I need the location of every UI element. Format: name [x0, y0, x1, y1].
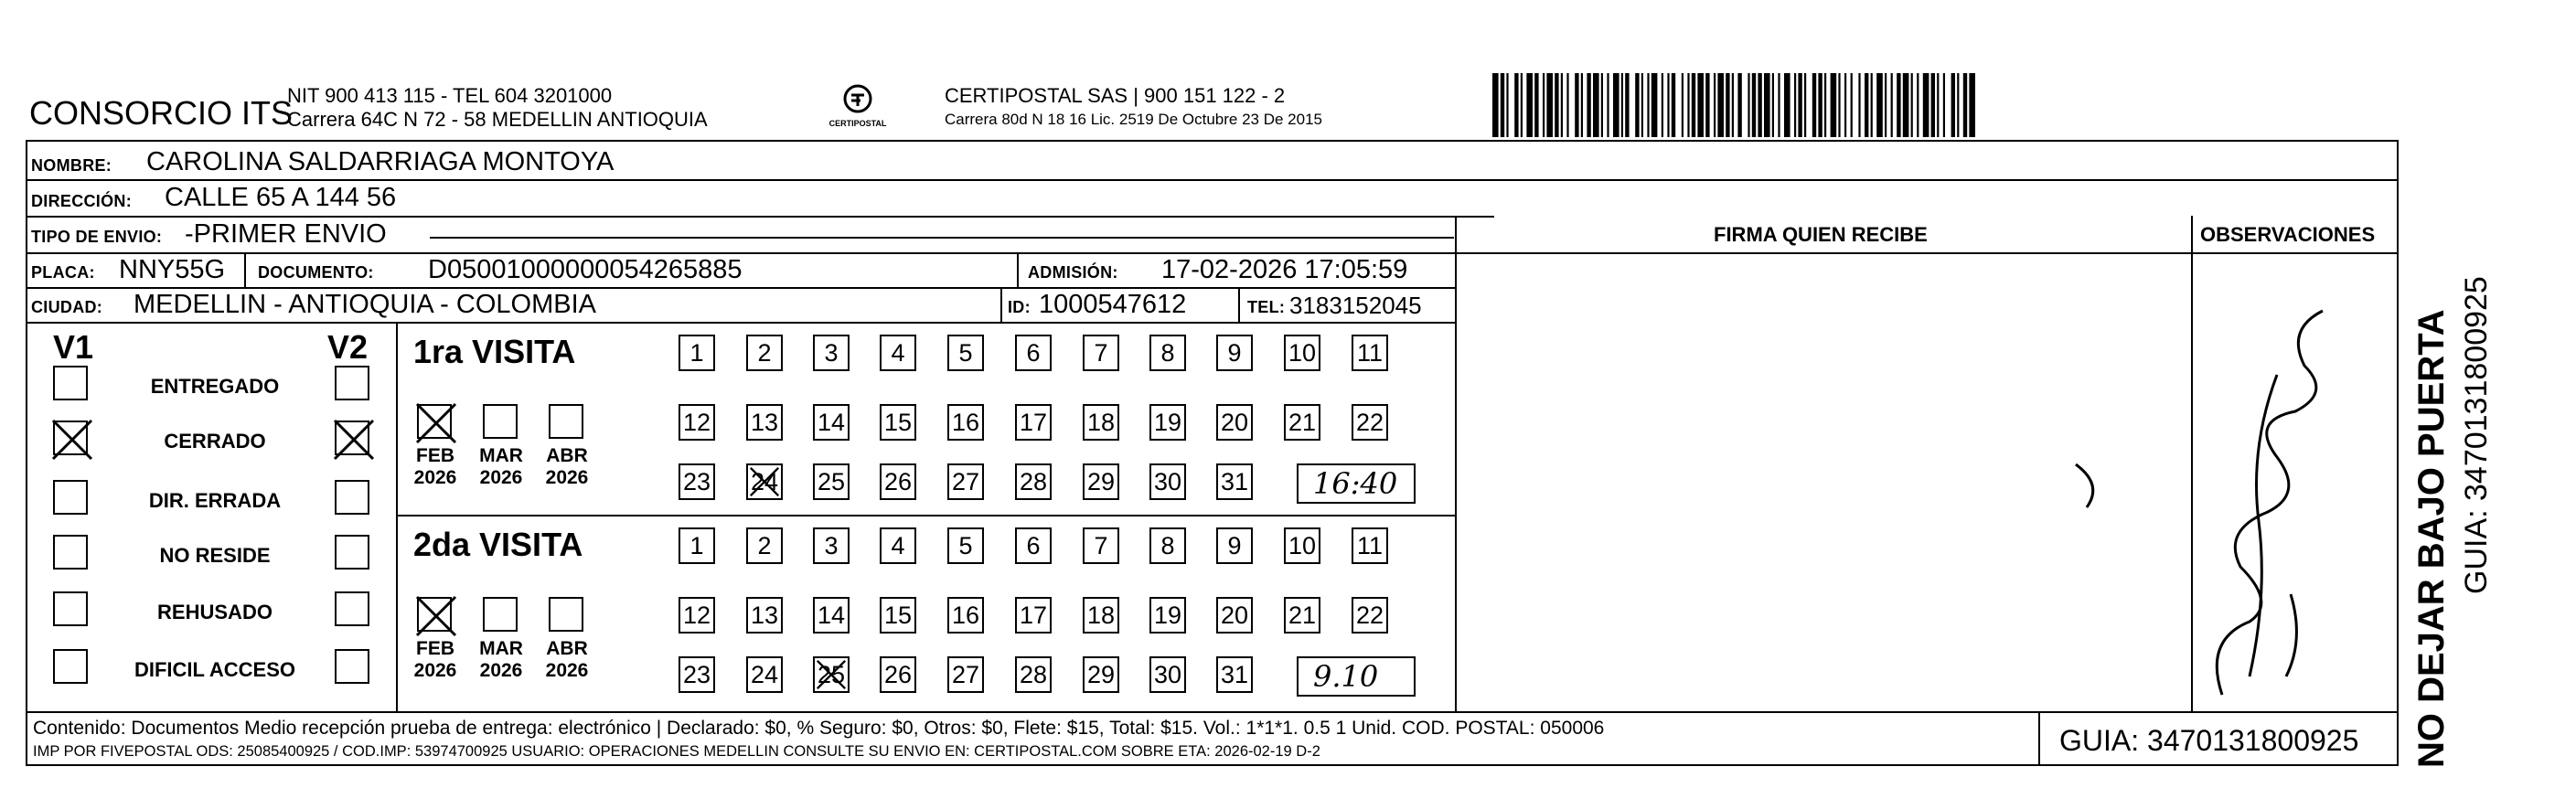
- barcode-bar: [1963, 73, 1967, 137]
- barcode-bar: [1501, 73, 1504, 137]
- month-year: 2026: [479, 467, 523, 489]
- barcode-bar: [1697, 73, 1704, 137]
- barcode-bar: [1818, 73, 1822, 137]
- no-dejar-bajo-puerta: NO DEJAR BAJO PUERTA: [2411, 309, 2452, 768]
- day-box[interactable]: [813, 527, 850, 564]
- day-box[interactable]: [1083, 404, 1119, 441]
- status-label: DIFICIL ACCESO: [134, 658, 295, 681]
- status-label: ENTREGADO: [150, 375, 280, 398]
- month-year: 2026: [479, 660, 523, 682]
- month-label: [408, 445, 463, 489]
- day-number: 13: [750, 601, 779, 629]
- status-label: DIR. ERRADA: [148, 489, 282, 512]
- placa-label: PLACA:: [31, 263, 95, 282]
- day-number: 8: [1160, 338, 1175, 367]
- day-box[interactable]: [1149, 404, 1186, 441]
- footer-line1: Contenido: Documentos Medio recepción prueba de entrega: electrónico | Declarado: $0, % Seguro: $0, Otros: $0, Flete: $15, Total: $15. Vol.: 1*1*1. 0.5 1 Unid. COD. POSTAL: 050006: [33, 718, 1605, 739]
- day-number: 2: [757, 531, 772, 559]
- barcode-bar: [1687, 73, 1689, 137]
- barcode-bar: [1705, 73, 1709, 137]
- day-number: 7: [1094, 338, 1108, 367]
- barcode-bar: [1943, 73, 1945, 137]
- day-box[interactable]: [1149, 597, 1186, 634]
- status-label: REHUSADO: [157, 601, 273, 623]
- day-box[interactable]: [1015, 597, 1052, 634]
- admision-value: 17-02-2026 17:05:59: [1161, 255, 1408, 284]
- barcode-bar: [1635, 73, 1639, 137]
- day-number: 15: [883, 601, 913, 629]
- day-number: 9: [1227, 338, 1242, 367]
- barcode-bar: [1871, 73, 1873, 137]
- day-box[interactable]: [1216, 335, 1253, 371]
- day-box[interactable]: [1015, 656, 1052, 693]
- day-box[interactable]: [813, 597, 850, 634]
- month-name: MAR: [479, 445, 523, 466]
- day-box[interactable]: [1149, 335, 1186, 371]
- visit-time: 16:40: [1313, 466, 1398, 501]
- day-box[interactable]: [947, 335, 984, 371]
- barcode-bar: [1514, 73, 1518, 137]
- day-box[interactable]: [880, 335, 916, 371]
- day-number: 4: [891, 531, 905, 559]
- day-number: 29: [1086, 467, 1116, 495]
- day-number: 20: [1220, 408, 1249, 436]
- barcode-bar: [1784, 73, 1790, 137]
- day-number: 21: [1288, 408, 1317, 436]
- barcode-bar: [1794, 73, 1796, 137]
- day-number: 3: [824, 338, 839, 367]
- day-number: 31: [1220, 660, 1249, 688]
- day-number: 7: [1094, 531, 1108, 559]
- month-checkbox[interactable]: [483, 404, 518, 439]
- barcode-bar: [1737, 73, 1741, 137]
- barcode-bar: [1951, 73, 1955, 137]
- day-box[interactable]: [813, 404, 850, 441]
- carrier-line1: CERTIPOSTAL SAS | 900 151 122 - 2: [945, 84, 1286, 107]
- day-box[interactable]: [813, 335, 850, 371]
- v2-checkbox[interactable]: [335, 535, 369, 570]
- day-number: 11: [1356, 338, 1384, 367]
- day-number: 14: [817, 601, 846, 629]
- v1-checkbox[interactable]: [53, 591, 88, 626]
- v2-checkbox[interactable]: [335, 480, 369, 515]
- day-box[interactable]: [1216, 527, 1253, 564]
- day-number: 10: [1288, 338, 1317, 367]
- day-number: 27: [951, 660, 980, 688]
- day-number: 6: [1026, 338, 1041, 367]
- day-box[interactable]: [1284, 597, 1320, 634]
- barcode-bar: [1534, 73, 1538, 137]
- v1-checkbox[interactable]: [53, 366, 88, 400]
- tipo-envio-label: TIPO DE ENVIO:: [31, 228, 163, 246]
- day-box[interactable]: [1352, 404, 1388, 441]
- day-number: 9: [1227, 531, 1242, 559]
- barcode-bar: [1526, 73, 1533, 137]
- day-number: 30: [1153, 660, 1182, 688]
- barcode-bar: [1923, 73, 1929, 137]
- day-number: 28: [1019, 660, 1048, 688]
- barcode-bar: [1546, 73, 1553, 137]
- day-box[interactable]: [1015, 404, 1052, 441]
- visit-time: 9.10: [1313, 659, 1379, 694]
- day-box[interactable]: [1352, 335, 1388, 371]
- barcode-bar: [1917, 73, 1919, 137]
- day-box[interactable]: [1284, 335, 1320, 371]
- signature-mark: [2067, 457, 2122, 512]
- v1-checkbox[interactable]: [53, 480, 88, 515]
- barcode-bar: [1613, 73, 1619, 137]
- company-info-line2: Carrera 64C N 72 - 58 MEDELLIN ANTIOQUIA: [287, 108, 708, 131]
- certipostal-logo-icon: [823, 82, 893, 133]
- day-number: 14: [817, 408, 846, 436]
- documento-label: DOCUMENTO:: [258, 263, 374, 282]
- day-box[interactable]: [1015, 527, 1052, 564]
- barcode-bar: [1726, 73, 1729, 137]
- month-name: ABR: [546, 445, 588, 466]
- day-box[interactable]: [1216, 597, 1253, 634]
- day-box[interactable]: [880, 597, 916, 634]
- day-number: 16: [951, 408, 980, 436]
- day-number: 18: [1086, 601, 1116, 629]
- company-info-line1: NIT 900 413 115 - TEL 604 3201000: [287, 84, 613, 107]
- month-checkbox[interactable]: [549, 404, 583, 439]
- day-box[interactable]: [1352, 597, 1388, 634]
- v1-header: V1: [53, 328, 94, 366]
- v2-checkbox[interactable]: [335, 591, 369, 626]
- day-box[interactable]: [1015, 463, 1052, 500]
- direccion-value: CALLE 65 A 144 56: [165, 183, 397, 212]
- month-name: FEB: [416, 638, 454, 659]
- day-number: 11: [1356, 531, 1384, 559]
- nombre-value: CAROLINA SALDARRIAGA MONTOYA: [146, 147, 615, 176]
- day-box[interactable]: [880, 463, 916, 500]
- day-number: 20: [1220, 601, 1249, 629]
- day-box[interactable]: [679, 335, 715, 371]
- day-box[interactable]: [746, 597, 783, 634]
- barcode-bar: [1506, 73, 1508, 137]
- day-number: 12: [682, 408, 711, 436]
- day-number: 28: [1019, 467, 1048, 495]
- barcode-bar: [1662, 73, 1663, 137]
- day-number: 1: [689, 338, 704, 367]
- direccion-label: DIRECCIÓN:: [31, 192, 132, 210]
- day-number: 25: [817, 660, 846, 688]
- day-number: 10: [1288, 531, 1317, 559]
- barcode-bar: [1838, 73, 1840, 137]
- month-checkbox[interactable]: [417, 404, 452, 439]
- observaciones-signature: [2195, 293, 2350, 704]
- day-number: 16: [951, 601, 980, 629]
- barcode-bar: [1778, 73, 1780, 137]
- id-value: 1000547612: [1039, 290, 1187, 319]
- barcode-bar: [1555, 73, 1558, 137]
- day-box[interactable]: [746, 335, 783, 371]
- day-box[interactable]: [947, 527, 984, 564]
- barcode-bar: [1752, 73, 1756, 137]
- barcode-bar: [1717, 73, 1724, 137]
- v1-checkbox[interactable]: [53, 649, 88, 684]
- month-label: [540, 445, 594, 489]
- day-box[interactable]: [1083, 463, 1119, 500]
- ciudad-label: CIUDAD:: [31, 298, 103, 316]
- day-box[interactable]: [679, 527, 715, 564]
- day-number: 21: [1288, 601, 1317, 629]
- day-box[interactable]: [746, 404, 783, 441]
- barcode-bar: [1957, 73, 1959, 137]
- day-box[interactable]: [1284, 404, 1320, 441]
- barcode-bar: [1865, 73, 1868, 137]
- barcode-bar: [1758, 73, 1761, 137]
- barcode: [1491, 73, 2222, 137]
- company-name: CONSORCIO ITS: [29, 94, 294, 132]
- day-number: 19: [1153, 408, 1182, 436]
- day-box[interactable]: [746, 463, 783, 500]
- day-number: 26: [883, 660, 913, 688]
- day-number: 24: [750, 660, 779, 688]
- month-year: 2026: [413, 660, 457, 682]
- barcode-bar: [1937, 73, 1939, 137]
- day-box[interactable]: [1083, 656, 1119, 693]
- month-year: 2026: [413, 467, 457, 489]
- barcode-bar: [1566, 73, 1568, 137]
- month-label: [474, 445, 529, 489]
- barcode-bar: [1587, 73, 1590, 137]
- day-box[interactable]: [679, 404, 715, 441]
- barcode-bar: [1812, 73, 1816, 137]
- v2-checkbox[interactable]: [335, 366, 369, 400]
- tipo-envio-value: -PRIMER ENVIO: [185, 219, 387, 249]
- day-box[interactable]: [813, 656, 850, 693]
- day-box[interactable]: [880, 527, 916, 564]
- day-box[interactable]: [1216, 404, 1253, 441]
- day-box[interactable]: [947, 656, 984, 693]
- barcode-bar: [1851, 73, 1853, 137]
- v1-checkbox[interactable]: [53, 421, 88, 455]
- barcode-bar: [1561, 73, 1563, 137]
- day-box[interactable]: [1284, 527, 1320, 564]
- day-box[interactable]: [880, 656, 916, 693]
- admision-label: ADMISIÓN:: [1028, 263, 1118, 282]
- day-box[interactable]: [1216, 656, 1253, 693]
- barcode-bar: [1692, 73, 1695, 137]
- day-number: 2: [757, 338, 772, 367]
- day-box[interactable]: [1149, 527, 1186, 564]
- day-box[interactable]: [1083, 527, 1119, 564]
- month-year: 2026: [545, 660, 589, 682]
- nombre-label: NOMBRE:: [31, 156, 112, 175]
- placa-value: NNY55G: [119, 255, 226, 284]
- month-name: FEB: [416, 445, 454, 466]
- month-name: MAR: [479, 638, 523, 659]
- day-box[interactable]: [679, 463, 715, 500]
- day-number: 27: [951, 467, 980, 495]
- day-box[interactable]: [1149, 463, 1186, 500]
- month-label: [474, 638, 529, 682]
- barcode-bar: [1911, 73, 1913, 137]
- barcode-bar: [1897, 73, 1900, 137]
- day-number: 18: [1086, 408, 1116, 436]
- v2-checkbox[interactable]: [335, 649, 369, 684]
- month-label: [408, 638, 463, 682]
- barcode-bar: [1772, 73, 1774, 137]
- logo-text: CERTIPOSTAL: [828, 119, 887, 128]
- barcode-bar: [1969, 73, 1975, 137]
- barcode-bar: [1641, 73, 1643, 137]
- observaciones-header: OBSERVACIONES: [2200, 223, 2376, 246]
- visit-time-box[interactable]: [1297, 463, 1416, 504]
- barcode-bar: [1764, 73, 1770, 137]
- day-box[interactable]: [1352, 527, 1388, 564]
- barcode-bar: [1748, 73, 1749, 137]
- barcode-bar: [1903, 73, 1909, 137]
- v1-checkbox[interactable]: [53, 535, 88, 570]
- v2-checkbox[interactable]: [335, 421, 369, 455]
- barcode-bar: [1672, 73, 1675, 137]
- v2-header: V2: [327, 328, 369, 366]
- side-guia: [2451, 137, 2496, 768]
- day-number: 29: [1086, 660, 1116, 688]
- barcode-bar: [1798, 73, 1801, 137]
- barcode-bar: [1621, 73, 1623, 137]
- day-number: 3: [824, 531, 839, 559]
- day-number: 1: [689, 531, 704, 559]
- barcode-bar: [1667, 73, 1669, 137]
- barcode-bar: [1651, 73, 1658, 137]
- barcode-bar: [1581, 73, 1583, 137]
- month-name: ABR: [546, 638, 588, 659]
- barcode-bar: [1625, 73, 1629, 137]
- status-label: CERRADO: [164, 430, 266, 453]
- month-checkbox[interactable]: [417, 597, 452, 632]
- day-box[interactable]: [947, 404, 984, 441]
- barcode-bar: [1543, 73, 1545, 137]
- month-checkbox[interactable]: [549, 597, 583, 632]
- tel-value: 3183152045: [1289, 292, 1422, 319]
- day-box[interactable]: [813, 463, 850, 500]
- barcode-bar: [1885, 73, 1887, 137]
- tel-label: TEL:: [1247, 298, 1286, 316]
- day-number: 22: [1355, 408, 1384, 436]
- side-guia-text: GUIA: 3470131800925: [2459, 276, 2494, 594]
- day-number: 30: [1153, 467, 1182, 495]
- day-box[interactable]: [1216, 463, 1253, 500]
- barcode-bar: [1607, 73, 1609, 137]
- visit-title: 2da VISITA: [413, 526, 583, 563]
- documento-value: D05001000000054265885: [428, 255, 743, 284]
- day-box[interactable]: [1149, 656, 1186, 693]
- barcode-bar: [1824, 73, 1826, 137]
- barcode-bar: [1575, 73, 1578, 137]
- barcode-bar: [1521, 73, 1523, 137]
- barcode-bar: [1831, 73, 1837, 137]
- day-number: 13: [750, 408, 779, 436]
- day-box[interactable]: [947, 597, 984, 634]
- day-box[interactable]: [880, 404, 916, 441]
- day-box[interactable]: [746, 527, 783, 564]
- barcode-bar: [1876, 73, 1883, 137]
- day-number: 22: [1355, 601, 1384, 629]
- barcode-bar: [1804, 73, 1806, 137]
- day-number: 17: [1019, 601, 1048, 629]
- barcode-bar: [1492, 73, 1499, 137]
- barcode-bar: [1858, 73, 1860, 137]
- barcode-bar: [1714, 73, 1716, 137]
- barcode-bar: [1682, 73, 1683, 137]
- day-number: 17: [1019, 408, 1048, 436]
- day-box[interactable]: [1083, 335, 1119, 371]
- day-number: 8: [1160, 531, 1175, 559]
- day-number: 5: [958, 338, 973, 367]
- barcode-bar: [1732, 73, 1734, 137]
- day-number: 23: [682, 660, 711, 688]
- firma-header: FIRMA QUIEN RECIBE: [1714, 223, 1928, 246]
- day-number: 12: [682, 601, 711, 629]
- day-number: 31: [1220, 467, 1249, 495]
- barcode-bar: [1601, 73, 1603, 137]
- day-number: 15: [883, 408, 913, 436]
- day-number: 26: [883, 467, 913, 495]
- day-box[interactable]: [746, 656, 783, 693]
- visit-time-box[interactable]: [1297, 656, 1416, 697]
- status-label: NO RESIDE: [159, 544, 271, 567]
- day-box[interactable]: [679, 656, 715, 693]
- footer-line2: IMP POR FIVEPOSTAL ODS: 25085400925 / COD.IMP: 53974700925 USUARIO: OPERACIONES MEDELLIN CONSULTE SU ENVIO EN: CERTIPOSTAL.COM SOBRE ETA: 2026-02-19 D-2: [33, 743, 1320, 760]
- day-box[interactable]: [947, 463, 984, 500]
- day-number: 6: [1026, 531, 1041, 559]
- barcode-bar: [1844, 73, 1846, 137]
- month-year: 2026: [545, 467, 589, 489]
- barcode-bar: [1931, 73, 1935, 137]
- day-box[interactable]: [1015, 335, 1052, 371]
- month-label: [540, 638, 594, 682]
- day-number: 4: [891, 338, 905, 367]
- carrier-line2: Carrera 80d N 18 16 Lic. 2519 De Octubre 23 De 2015: [945, 111, 1322, 128]
- day-number: 19: [1153, 601, 1182, 629]
- month-checkbox[interactable]: [483, 597, 518, 632]
- day-box[interactable]: [1083, 597, 1119, 634]
- barcode-bar: [1593, 73, 1599, 137]
- day-number: 23: [682, 467, 711, 495]
- guia-box: GUIA: 3470131800925: [2059, 724, 2359, 757]
- barcode-bar: [1891, 73, 1893, 137]
- day-box[interactable]: [679, 597, 715, 634]
- visit-title: 1ra VISITA: [413, 333, 576, 370]
- day-number: 25: [817, 467, 846, 495]
- side-warning: [2403, 137, 2458, 768]
- ciudad-value: MEDELLIN - ANTIOQUIA - COLOMBIA: [134, 290, 596, 319]
- day-number: 5: [958, 531, 973, 559]
- day-number: 24: [750, 467, 779, 495]
- barcode-bar: [1647, 73, 1649, 137]
- id-label: ID:: [1008, 298, 1031, 316]
